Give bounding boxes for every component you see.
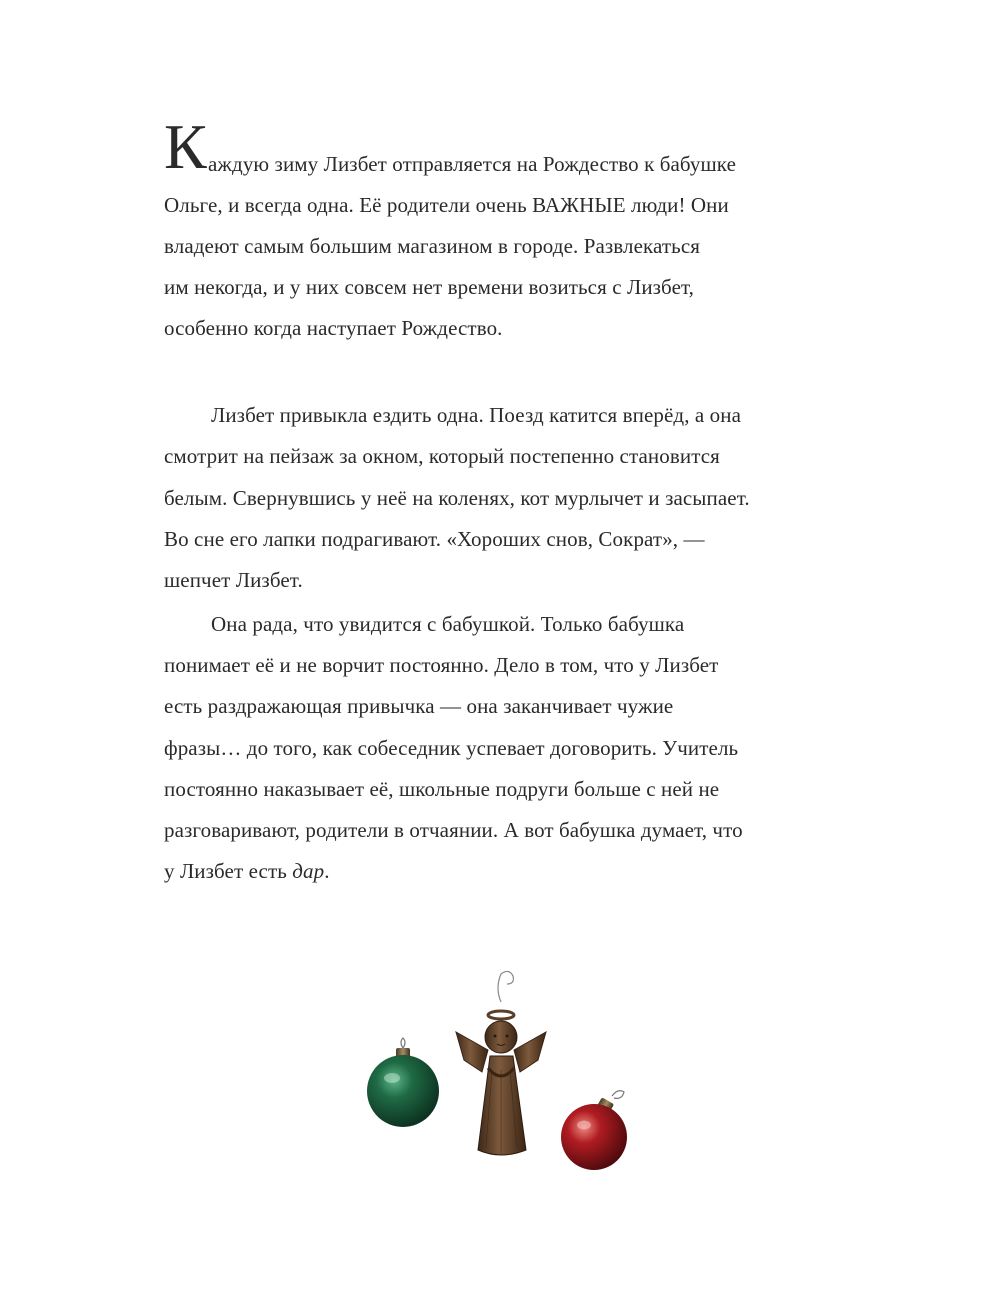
- wooden-angel-icon: [456, 971, 546, 1155]
- paragraph2-line2: смотрит на пейзаж за окном, который постепенно становится: [164, 444, 720, 468]
- line7-start: у Лизбет есть: [164, 859, 293, 883]
- paragraph1-line2: Ольге, и всегда одна. Её родители очень ВАЖНЫЕ люди! Они: [164, 193, 729, 217]
- paragraph3-line4: фразы… до того, как собеседник успевает договорить. Учитель: [164, 736, 739, 760]
- paragraph2-line1: Лизбет привыкла ездить одна. Поезд катится вперёд, а она: [211, 403, 742, 427]
- line7-end: .: [324, 859, 330, 883]
- green-ornament-icon: [367, 1038, 439, 1127]
- paragraph1-line5: особенно когда наступает Рождество.: [164, 316, 503, 340]
- paragraph3-line5: постоянно наказывает её, школьные подруги больше с ней не: [164, 777, 720, 801]
- paragraph3-line3: есть раздражающая привычка — она заканчивает чужие: [164, 694, 674, 718]
- paragraph2-line4: Во сне его лапки подрагивают. «Хороших снов, Сократ», —: [164, 527, 705, 551]
- christmas-ornaments-illustration: [360, 960, 670, 1180]
- paragraph1-line1: аждую зиму Лизбет отправляется на Рождество к бабушке: [208, 152, 736, 176]
- paragraph3-line6: разговаривают, родители в отчаянии. А вот бабушка думает, что: [164, 818, 743, 842]
- paragraph2-line3: белым. Свернувшись у неё на коленях, кот мурлычет и засыпает.: [164, 486, 750, 510]
- drop-cap-letter: К: [164, 111, 207, 182]
- paragraph2-line5: шепчет Лизбет.: [164, 568, 303, 592]
- paragraph3-line1: Она рада, что увидится с бабушкой. Только бабушка: [211, 612, 685, 636]
- red-ornament-icon: [561, 1091, 627, 1170]
- paragraph1-line4: им некогда, и у них совсем нет времени возиться с Лизбет,: [164, 275, 695, 299]
- paragraph3-line2: понимает её и не ворчит постоянно. Дело в том, что у Лизбет: [164, 653, 719, 677]
- italic-word-dar: дар: [292, 859, 325, 883]
- paragraph3-line7: [164, 857, 330, 885]
- paragraph1-line3: владеют самым большим магазином в городе. Развлекаться: [164, 234, 701, 258]
